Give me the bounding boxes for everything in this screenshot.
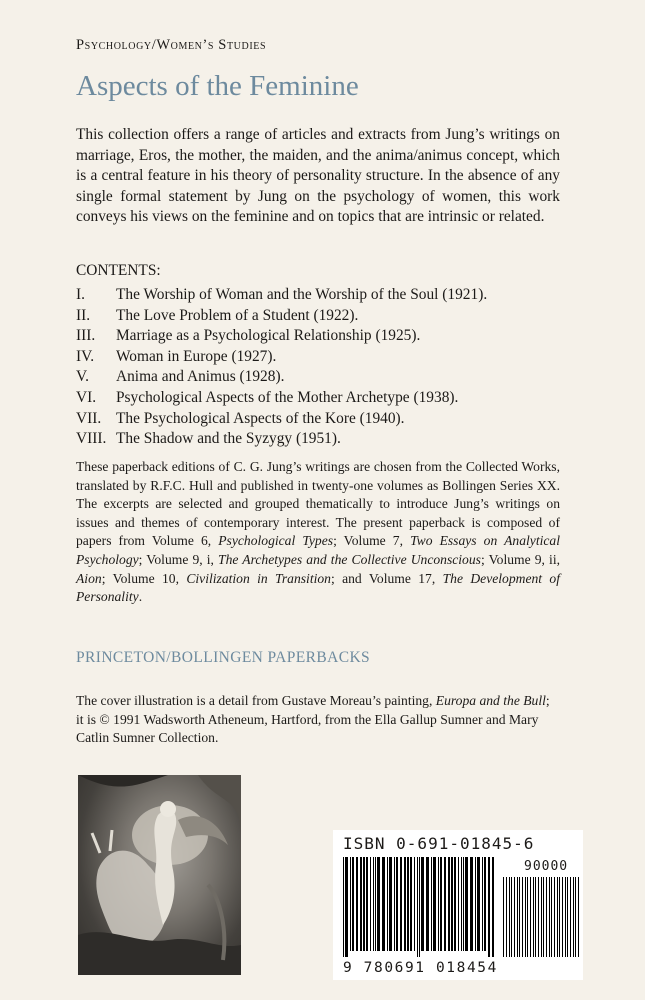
barcode-bar bbox=[426, 857, 429, 951]
addon-barcode bbox=[503, 877, 579, 957]
barcode-bar bbox=[419, 857, 420, 957]
barcode-bar bbox=[543, 877, 544, 957]
blurb-separator: ; and Volume 17, bbox=[330, 570, 436, 586]
series-blurb bbox=[76, 458, 560, 607]
barcode-bar bbox=[394, 857, 395, 951]
credit-post: ; it is © 1991 Wadsworth Atheneum, Hartford, from the Ella Gallup Sumner and Mary Catlin Sumner Collection. bbox=[76, 693, 550, 746]
contents-item-title: Psychological Aspects of the Mother Archetype (1938). bbox=[116, 388, 459, 406]
barcode-bar bbox=[559, 877, 560, 957]
barcode-bar bbox=[417, 857, 418, 957]
contents-item bbox=[76, 285, 566, 306]
contents-item bbox=[76, 429, 566, 450]
contents-item-number: IV. bbox=[76, 347, 95, 365]
contents-item-number: VIII. bbox=[76, 430, 107, 448]
barcode-bar bbox=[360, 857, 362, 951]
barcode-bar bbox=[352, 857, 354, 951]
contents-item-number: V. bbox=[76, 368, 89, 386]
barcode-bar bbox=[389, 857, 392, 951]
contents-item-number: III. bbox=[76, 327, 96, 345]
barcode-bar bbox=[522, 877, 523, 957]
imprint-label: PRINCETON/BOLLINGEN PAPERBACKS bbox=[76, 649, 371, 666]
contents-item-title: The Love Problem of a Student (1922). bbox=[116, 306, 359, 324]
contents-list bbox=[76, 285, 566, 450]
blurb-volume-title: Aion bbox=[76, 570, 102, 586]
barcode-bar bbox=[451, 857, 453, 951]
blurb-volume-title: Two Essays on Analytical Psychology bbox=[76, 533, 560, 567]
contents-item-title: The Shadow and the Syzygy (1951). bbox=[116, 430, 341, 448]
blurb-separator: ; Volume 9, i, bbox=[138, 551, 214, 567]
barcode-bar bbox=[519, 877, 520, 957]
barcode-bar bbox=[527, 877, 528, 957]
cover-credit bbox=[76, 692, 560, 748]
barcode-bar bbox=[345, 857, 348, 957]
ean-number: 9 780691 018454 bbox=[343, 960, 498, 976]
blurb-volume-title: Civilization in Transition bbox=[186, 570, 331, 586]
barcode-bar bbox=[565, 877, 566, 957]
contents-item bbox=[76, 409, 566, 430]
barcode-bar bbox=[546, 877, 547, 957]
category-label: Psychology/Women’s Studies bbox=[76, 37, 267, 53]
barcode-bar bbox=[440, 857, 442, 951]
barcode-bar bbox=[541, 877, 542, 957]
barcode-bar bbox=[477, 857, 480, 951]
barcode-bar bbox=[573, 877, 574, 957]
barcode-bar bbox=[363, 857, 365, 951]
blurb-volume-title: The Archetypes and the Collective Unconscious bbox=[218, 551, 481, 567]
barcode-bar bbox=[370, 857, 371, 951]
contents-item-title: Anima and Animus (1928). bbox=[116, 368, 285, 386]
barcode-bar bbox=[514, 877, 515, 957]
barcode-bar bbox=[525, 877, 526, 957]
barcode-bar bbox=[509, 877, 510, 957]
barcode-bar bbox=[356, 857, 358, 951]
cover-illustration bbox=[78, 775, 241, 975]
contents-item-title: The Psychological Aspects of the Kore (1940). bbox=[116, 409, 405, 427]
contents-item-title: Marriage as a Psychological Relationship (1925). bbox=[116, 327, 421, 345]
barcode-bar bbox=[410, 857, 412, 951]
blurb-end: . bbox=[138, 589, 143, 605]
blurb-intro: These paperback editions of C. G. Jung’s writings are chosen from the Collected Works, translated by R.F.C. Hull and published in twenty-one volumes as Bollingen Series XX. The excerpts are selected and grouped thematically to introduce Jung’s writings on issues and themes of contemporary interest. The present paperback is composed of papers from Volume 6, bbox=[76, 459, 560, 549]
barcode-bar bbox=[433, 857, 436, 951]
contents-heading: CONTENTS: bbox=[76, 262, 161, 279]
blurb-separator: ; Volume 7, bbox=[333, 533, 403, 549]
barcode-bar bbox=[458, 857, 459, 951]
barcode-bar bbox=[470, 857, 473, 951]
price-addon-code: 90000 bbox=[524, 859, 569, 874]
barcode-bar bbox=[535, 877, 536, 957]
contents-item bbox=[76, 367, 566, 388]
isbn-number: ISBN 0-691-01845-6 bbox=[343, 834, 535, 853]
barcode-bar bbox=[382, 857, 385, 951]
barcode-bar bbox=[463, 857, 464, 951]
blurb-volume-title: The Development of Personality bbox=[76, 570, 560, 605]
barcode-bar bbox=[492, 857, 494, 957]
barcode-bar bbox=[366, 857, 368, 951]
painting-title: Europa and the Bull bbox=[435, 693, 546, 708]
barcode-bar bbox=[554, 877, 555, 957]
barcode-bar bbox=[482, 857, 483, 951]
barcode-bar bbox=[448, 857, 450, 951]
barcode-bar bbox=[431, 857, 432, 951]
barcode-bar bbox=[343, 857, 344, 957]
contents-item bbox=[76, 388, 566, 409]
barcode-bar bbox=[465, 857, 468, 951]
barcode-bar bbox=[461, 857, 462, 951]
barcode-bar bbox=[570, 877, 571, 957]
barcode-bar bbox=[414, 857, 415, 951]
barcode-bar bbox=[454, 857, 456, 951]
barcode-bar bbox=[549, 877, 550, 957]
contents-item bbox=[76, 326, 566, 347]
blurb-separator: ; Volume 10, bbox=[101, 570, 179, 586]
barcode-bar bbox=[503, 877, 504, 957]
barcode-bar bbox=[444, 857, 446, 951]
barcode-bar bbox=[557, 877, 558, 957]
barcode-bar bbox=[400, 857, 402, 951]
barcode-bar bbox=[438, 857, 439, 951]
credit-pre: The cover illustration is a detail from Gustave Moreau’s painting, bbox=[76, 693, 433, 708]
barcode-bar bbox=[377, 857, 380, 951]
barcode-bar bbox=[375, 857, 376, 951]
barcode-bar bbox=[421, 857, 424, 951]
barcode-bar bbox=[506, 877, 507, 957]
barcode-bar bbox=[562, 877, 563, 957]
contents-item-number: I. bbox=[76, 286, 85, 303]
barcode-bar bbox=[511, 877, 512, 957]
contents-item-title: The Worship of Woman and the Worship of the Soul (1921). bbox=[116, 286, 488, 303]
barcode-bar bbox=[567, 877, 568, 957]
barcode-bar bbox=[538, 877, 539, 957]
contents-item bbox=[76, 306, 566, 327]
barcode-bar bbox=[517, 877, 518, 957]
barcode-bar bbox=[373, 857, 374, 951]
book-title: Aspects of the Feminine bbox=[76, 70, 359, 102]
barcode-bar bbox=[350, 857, 351, 951]
contents-item bbox=[76, 347, 566, 368]
barcode-bar bbox=[575, 877, 576, 957]
contents-item-number: VII. bbox=[76, 409, 102, 427]
barcode-bar bbox=[484, 857, 486, 951]
contents-item-number: II. bbox=[76, 306, 91, 324]
barcode-bar bbox=[533, 877, 534, 957]
blurb-separator: ; Volume 9, ii, bbox=[480, 551, 560, 567]
ean-barcode bbox=[343, 857, 495, 957]
barcode-bar bbox=[407, 857, 409, 951]
barcode-bar bbox=[578, 877, 579, 957]
contents-item-number: VI. bbox=[76, 388, 97, 406]
barcode-bar bbox=[475, 857, 476, 951]
barcode-bar bbox=[387, 857, 388, 951]
blurb-volume-title: Psychological Types bbox=[218, 533, 334, 549]
barcode-bar bbox=[404, 857, 406, 951]
barcode-bar bbox=[488, 857, 490, 957]
barcode-bar bbox=[551, 877, 552, 957]
contents-item-title: Woman in Europe (1927). bbox=[116, 347, 277, 365]
painting-thumbnail bbox=[78, 775, 241, 975]
barcode-bar bbox=[530, 877, 531, 957]
book-description: This collection offers a range of articles and extracts from Jung’s writings on marriage, Eros, the mother, the maiden, and the anima/animus concept, which is a central feature in his theory of personality structure. In the absence of any single formal statement by Jung on the psychology of women, this work conveys his views on the feminine and on topics that are intrinsic or related. bbox=[76, 126, 560, 226]
barcode-bar bbox=[396, 857, 398, 951]
